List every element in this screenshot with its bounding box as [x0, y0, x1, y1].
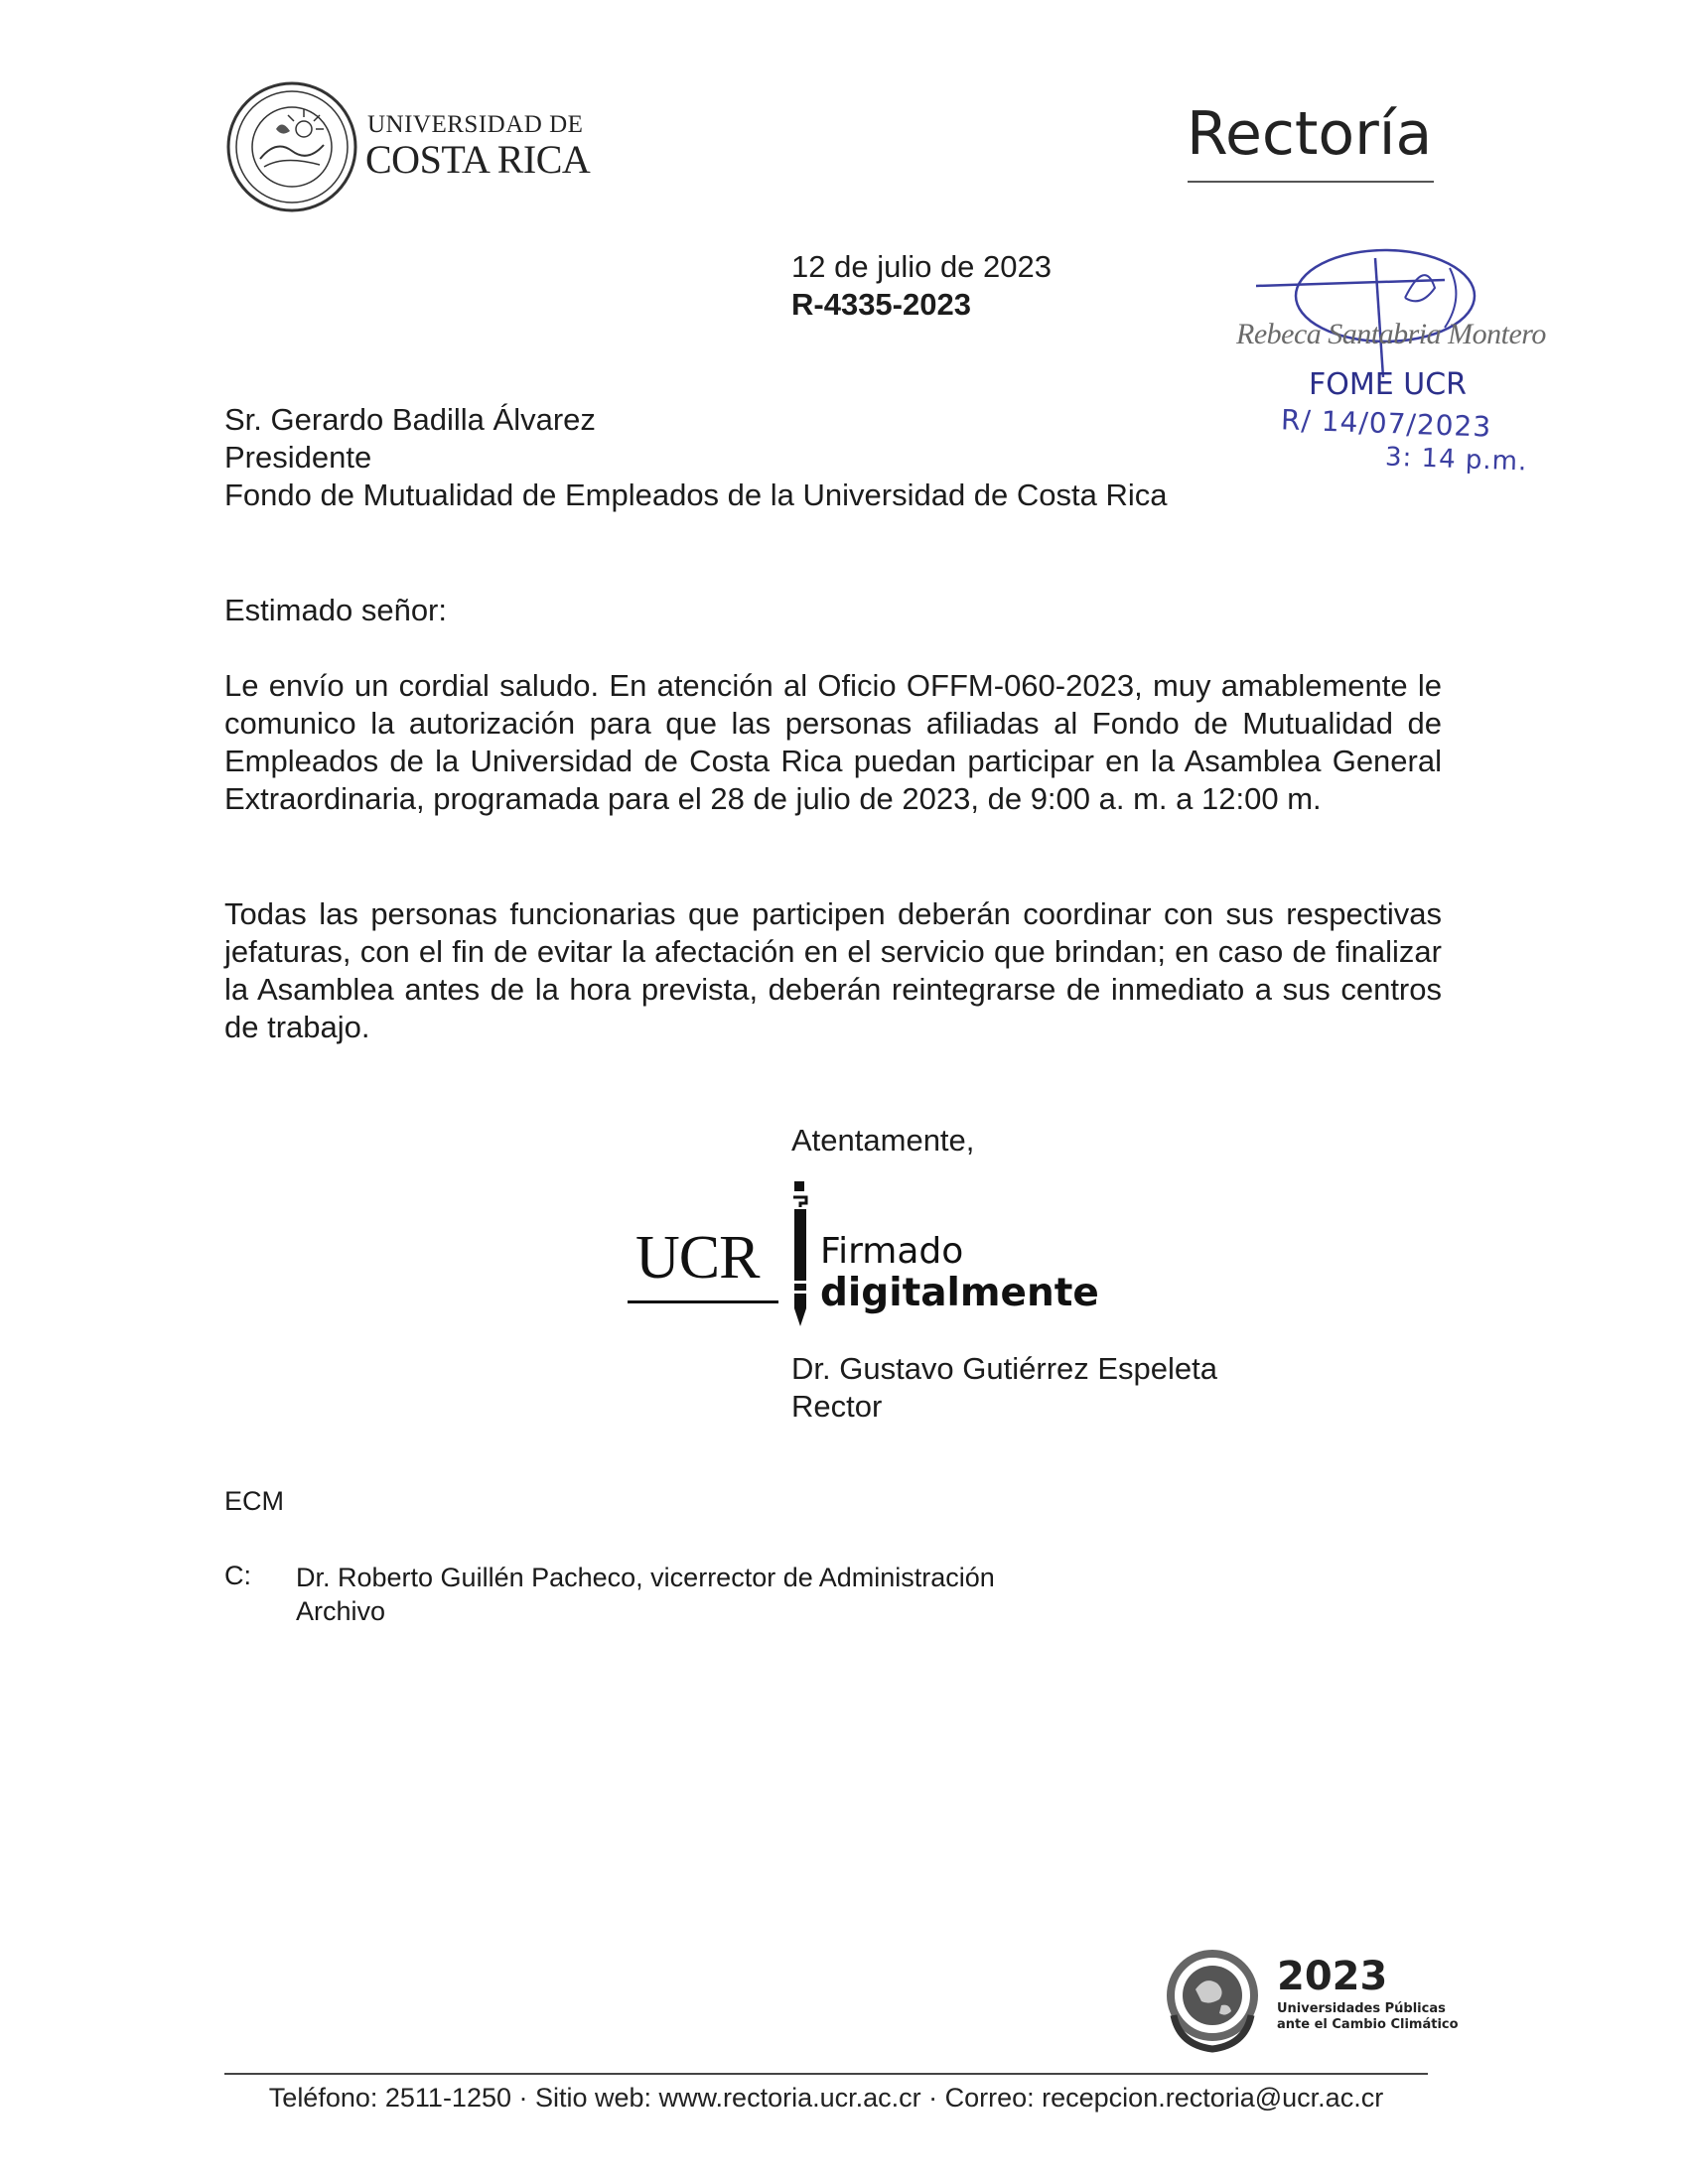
recipient-block [224, 401, 1168, 514]
letter-reference: R-4335-2023 [791, 287, 971, 322]
signer-name: Dr. Gustavo Gutiérrez Espeleta [791, 1351, 1218, 1386]
cc-item: Archivo [296, 1596, 386, 1626]
digital-signature-underline [628, 1300, 778, 1303]
university-name-line2: COSTA RICA [365, 137, 591, 182]
cc-item: Dr. Roberto Guillén Pacheco, vicerrector de Administración [296, 1563, 995, 1592]
globe-hands-icon [1160, 1946, 1265, 2055]
stamp-organization: FOME UCR [1309, 367, 1467, 402]
closing: Atentamente, [791, 1123, 975, 1158]
pen-icon [790, 1181, 812, 1328]
body-paragraph-1: Le envío un cordial saludo. En atención al Oficio OFFM-060-2023, muy amablemente le comunico la autorización para que las personas afiliadas al Fondo de Mutualidad de Empleados de la Universidad de Costa Rica puedan participar en la Asamblea General Extraordinaria, programada para el 28 de julio de 2023, de 9:00 a. m. a 12:00 m. [224, 668, 1442, 816]
footer-contact: Teléfono: 2511-1250 · Sitio web: www.rectoria.ucr.ac.cr · Correo: recepcion.rectoria@ucr.ac.cr [268, 2083, 1384, 2113]
office-title: Rectoría [1187, 99, 1433, 169]
salutation: Estimado señor: [224, 593, 447, 627]
university-seal-logo [224, 79, 359, 214]
signer-block [791, 1350, 1217, 1426]
office-title-rule [1188, 181, 1434, 183]
stamp-receiver-name: Rebeca Santabria Montero [1236, 318, 1546, 350]
stamp-received-time: 3: 14 p.m. [1384, 442, 1528, 478]
recipient-title: Presidente [224, 440, 372, 475]
typist-initials: ECM [224, 1486, 284, 1516]
university-name-line1: UNIVERSIDAD DE [367, 111, 584, 138]
badge-line2: ante el Cambio Climático [1277, 2017, 1459, 2032]
digital-signature-line2: digitalmente [820, 1271, 1099, 1315]
badge-line1: Universidades Públicas [1277, 2001, 1446, 2016]
digital-signature-ucr-logo: UCR [635, 1224, 760, 1292]
signer-title: Rector [791, 1389, 883, 1424]
stamp-received-date: R/ 14/07/2023 [1280, 403, 1492, 444]
cc-label: C: [224, 1561, 251, 1590]
recipient-organization: Fondo de Mutualidad de Empleados de la Universidad de Costa Rica [224, 478, 1168, 512]
digital-signature-line1: Firmado [820, 1231, 964, 1272]
body-paragraph-2: Todas las personas funcionarias que participen deberán coordinar con sus respectivas jefaturas, con el fin de evitar la afectación en el servicio que brindan; en caso de finalizar la Asamblea antes de la hora prevista, deberán reintegrarse de inmediato a sus centros de trabajo. [224, 896, 1442, 1044]
footer-rule [224, 2073, 1428, 2075]
cc-list [296, 1561, 995, 1628]
badge-year: 2023 [1277, 1954, 1388, 1999]
letter-date: 12 de julio de 2023 [791, 249, 1053, 284]
recipient-name: Sr. Gerardo Badilla Álvarez [224, 402, 596, 437]
